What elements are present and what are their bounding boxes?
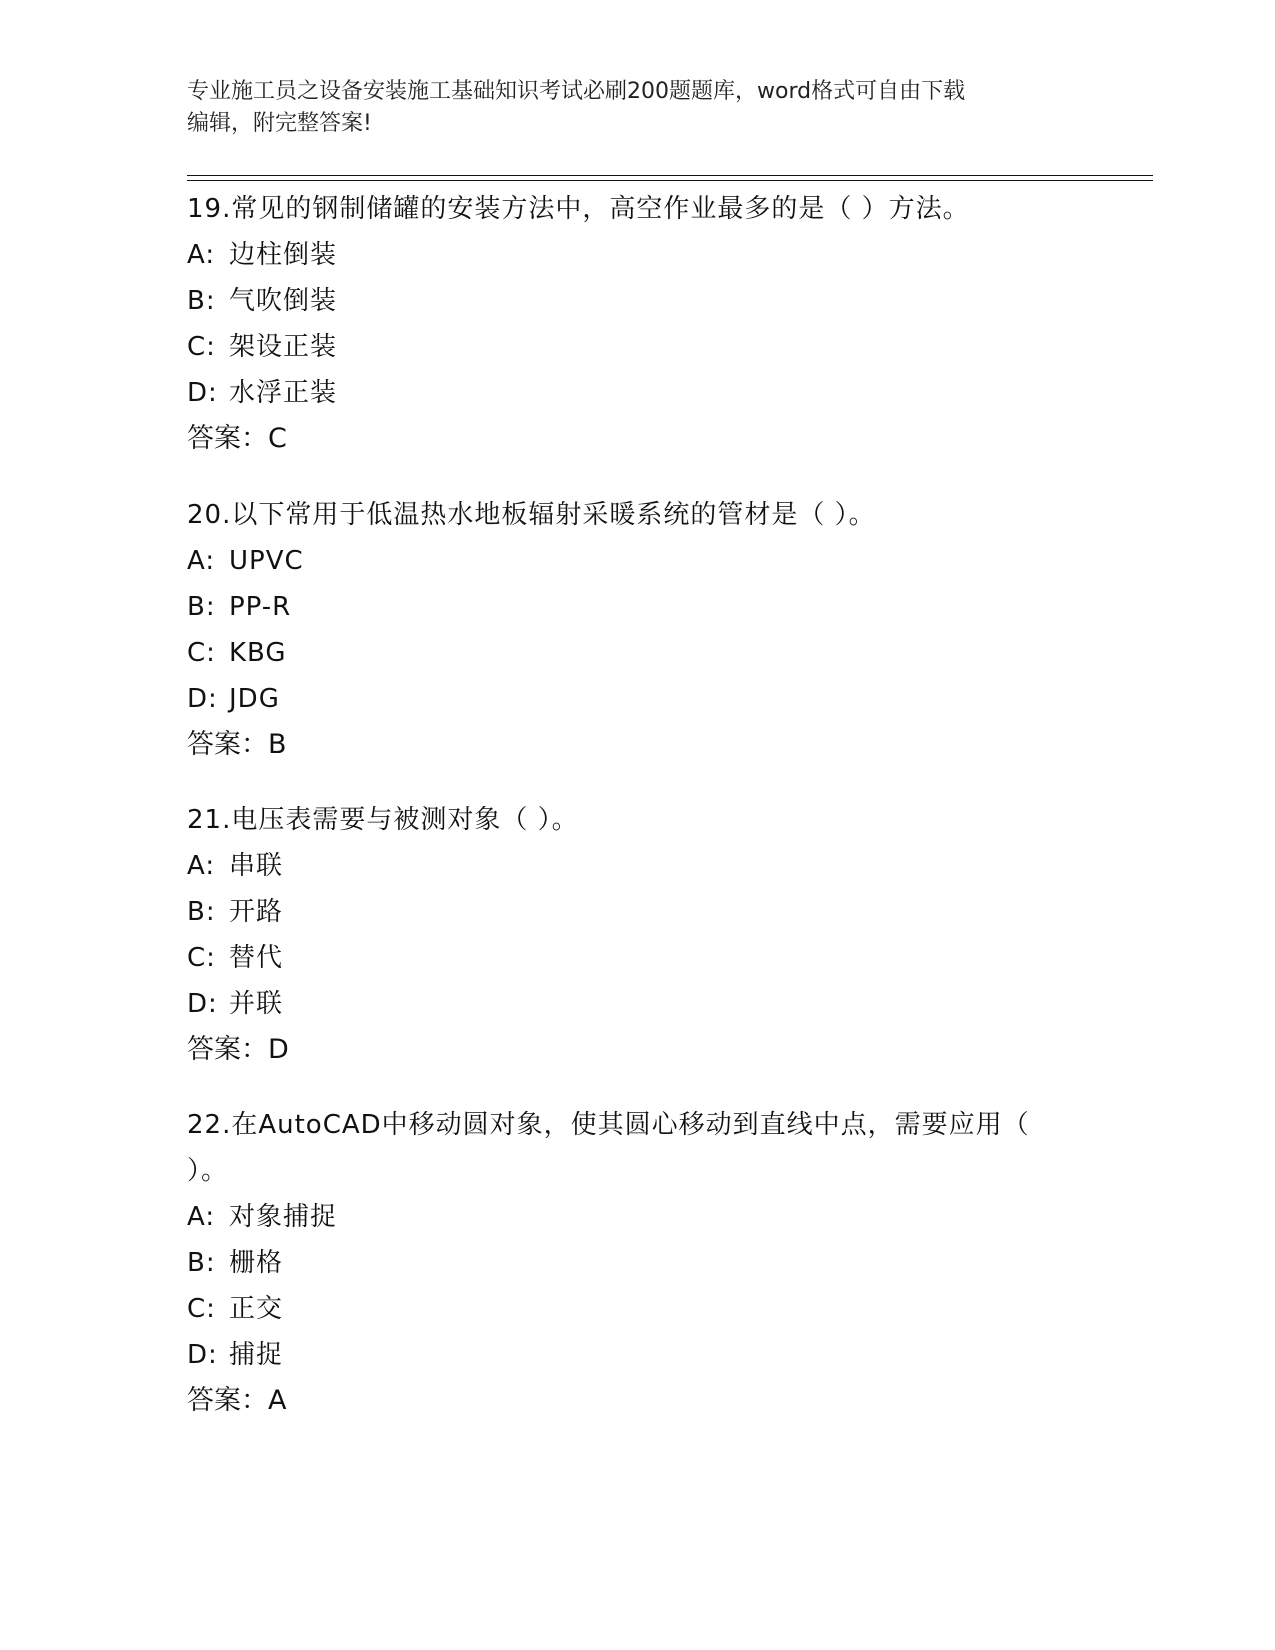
option-c xyxy=(187,324,1087,370)
answer-line: 答案：A xyxy=(187,1385,287,1416)
option-text: 并联 xyxy=(229,989,284,1019)
option-c xyxy=(187,935,1087,981)
header-divider-top xyxy=(187,175,1153,176)
option-letter: B: xyxy=(187,286,216,316)
option-letter: A: xyxy=(187,546,216,576)
answer-line: 答案：C xyxy=(187,423,287,454)
option-a xyxy=(187,232,1087,278)
option-b xyxy=(187,889,1087,935)
option-b xyxy=(187,278,1087,324)
option-letter: C: xyxy=(187,943,216,973)
option-text: 捕捉 xyxy=(229,1340,284,1370)
answer-line: 答案：B xyxy=(187,729,287,760)
header-divider-bottom xyxy=(187,180,1153,181)
option-letter: C: xyxy=(187,1294,216,1324)
option-letter: C: xyxy=(187,332,216,362)
header-line-2: 编辑，附完整答案! xyxy=(187,111,372,136)
option-a xyxy=(187,538,1087,584)
option-d xyxy=(187,1332,1087,1378)
option-text: 对象捕捉 xyxy=(229,1202,338,1232)
header-line-1: 专业施工员之设备安装施工基础知识考试必刷200题题库，word格式可自由下载 xyxy=(187,79,966,104)
option-text: 边柱倒装 xyxy=(229,240,338,270)
option-letter: D: xyxy=(187,684,218,714)
question-19 xyxy=(187,186,1087,462)
question-22 xyxy=(187,1102,1087,1424)
option-letter: B: xyxy=(187,592,216,622)
option-text: 架设正装 xyxy=(229,332,338,362)
question-20 xyxy=(187,492,1087,768)
option-text: 水浮正装 xyxy=(229,378,338,408)
option-text: 栅格 xyxy=(229,1248,284,1278)
option-text: 气吹倒装 xyxy=(229,286,338,316)
option-a xyxy=(187,843,1087,889)
option-c xyxy=(187,630,1087,676)
option-c xyxy=(187,1286,1087,1332)
option-letter: D: xyxy=(187,989,218,1019)
question-text-continued: ）。 xyxy=(187,1156,229,1186)
document-header xyxy=(187,76,1087,140)
question-text: 19.常见的钢制储罐的安装方法中，高空作业最多的是（ ）方法。 xyxy=(187,194,970,224)
option-letter: D: xyxy=(187,1340,218,1370)
option-d xyxy=(187,981,1087,1027)
option-d xyxy=(187,370,1087,416)
option-letter: D: xyxy=(187,378,218,408)
option-b xyxy=(187,584,1087,630)
option-letter: A: xyxy=(187,1202,216,1232)
question-21 xyxy=(187,797,1087,1073)
option-d xyxy=(187,676,1087,722)
option-text: 开路 xyxy=(229,897,284,927)
option-letter: C: xyxy=(187,638,216,668)
option-text: JDG xyxy=(229,684,280,714)
option-a xyxy=(187,1194,1087,1240)
option-text: 串联 xyxy=(229,851,284,881)
option-letter: A: xyxy=(187,851,216,881)
option-text: UPVC xyxy=(229,546,304,576)
option-text: PP-R xyxy=(229,592,292,622)
option-letter: B: xyxy=(187,1248,216,1278)
question-text: 20.以下常用于低温热水地板辐射采暖系统的管材是（ ）。 xyxy=(187,500,876,530)
option-letter: B: xyxy=(187,897,216,927)
question-text: 21.电压表需要与被测对象（ ）。 xyxy=(187,805,579,835)
option-text: 正交 xyxy=(229,1294,284,1324)
option-text: 替代 xyxy=(229,943,284,973)
question-text: 22.在AutoCAD中移动圆对象，使其圆心移动到直线中点，需要应用（ xyxy=(187,1110,1030,1140)
option-letter: A: xyxy=(187,240,216,270)
option-text: KBG xyxy=(229,638,287,668)
option-b xyxy=(187,1240,1087,1286)
answer-line: 答案：D xyxy=(187,1034,289,1065)
